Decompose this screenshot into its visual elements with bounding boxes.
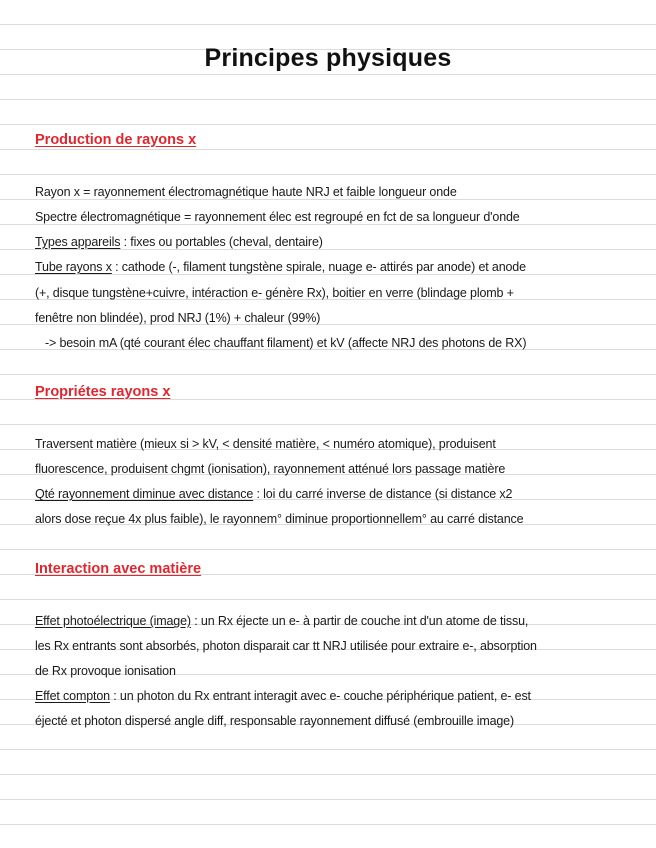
text-line: alors dose reçue 4x plus faible), le rayonnem° diminue proportionnellem° au carré distance [35,512,524,526]
text-line: Traversent matière (mieux si > kV, < densité matière, < numéro atomique), produisent [35,437,496,451]
text-line: fluorescence, produisent chgmt (ionisation), rayonnement atténué lors passage matière [35,462,506,476]
text-line: -> besoin mA (qté courant élec chauffant filament) et kV (affecte NRJ des photons de RX) [35,336,527,350]
term-label: Effet photoélectrique (image) [35,614,191,628]
section-heading-interaction: Interaction avec matière [35,561,202,577]
text-line: Qté rayonnement diminue avec distance : loi du carré inverse de distance (si distance x2 [35,487,513,501]
text-line: Effet compton : un photon du Rx entrant interagit avec e- couche périphérique patient, e- est [35,689,531,703]
section-heading-proprietes: Propriétes rayons x [35,384,171,400]
text-line: Effet photoélectrique (image) : un Rx éjecte un e- à partir de couche int d'un atome de tissu, [35,614,529,628]
text-line: Spectre électromagnétique = rayonnement élec est regroupé en fct de sa longueur d'onde [35,210,520,224]
text-line: Types appareils : fixes ou portables (cheval, dentaire) [35,235,323,249]
page-title: Principes physiques [204,44,452,72]
term-label: Tube rayons x [35,260,112,274]
term-label: Qté rayonnement diminue avec distance [35,487,254,501]
text-line: Tube rayons x : cathode (-, filament tungstène spirale, nuage e- attirés par anode) et anode [35,260,526,274]
term-label: Types appareils [35,235,121,249]
text-line: éjecté et photon dispersé angle diff, responsable rayonnement diffusé (embrouille image) [35,714,515,728]
term-label: Effet compton [35,689,110,703]
text-line: Rayon x = rayonnement électromagnétique haute NRJ et faible longueur onde [35,185,457,199]
text-line: (+, disque tungstène+cuivre, intéraction e- génère Rx), boitier en verre (blindage plomb + [35,286,514,300]
text-line: les Rx entrants sont absorbés, photon disparait car tt NRJ utilisée pour extraire e-, absorption [35,639,537,653]
text-line: fenêtre non blindée), prod NRJ (1%) + chaleur (99%) [35,311,321,325]
text-line: de Rx provoque ionisation [35,664,176,678]
section-heading-production: Production de rayons x [35,132,197,148]
